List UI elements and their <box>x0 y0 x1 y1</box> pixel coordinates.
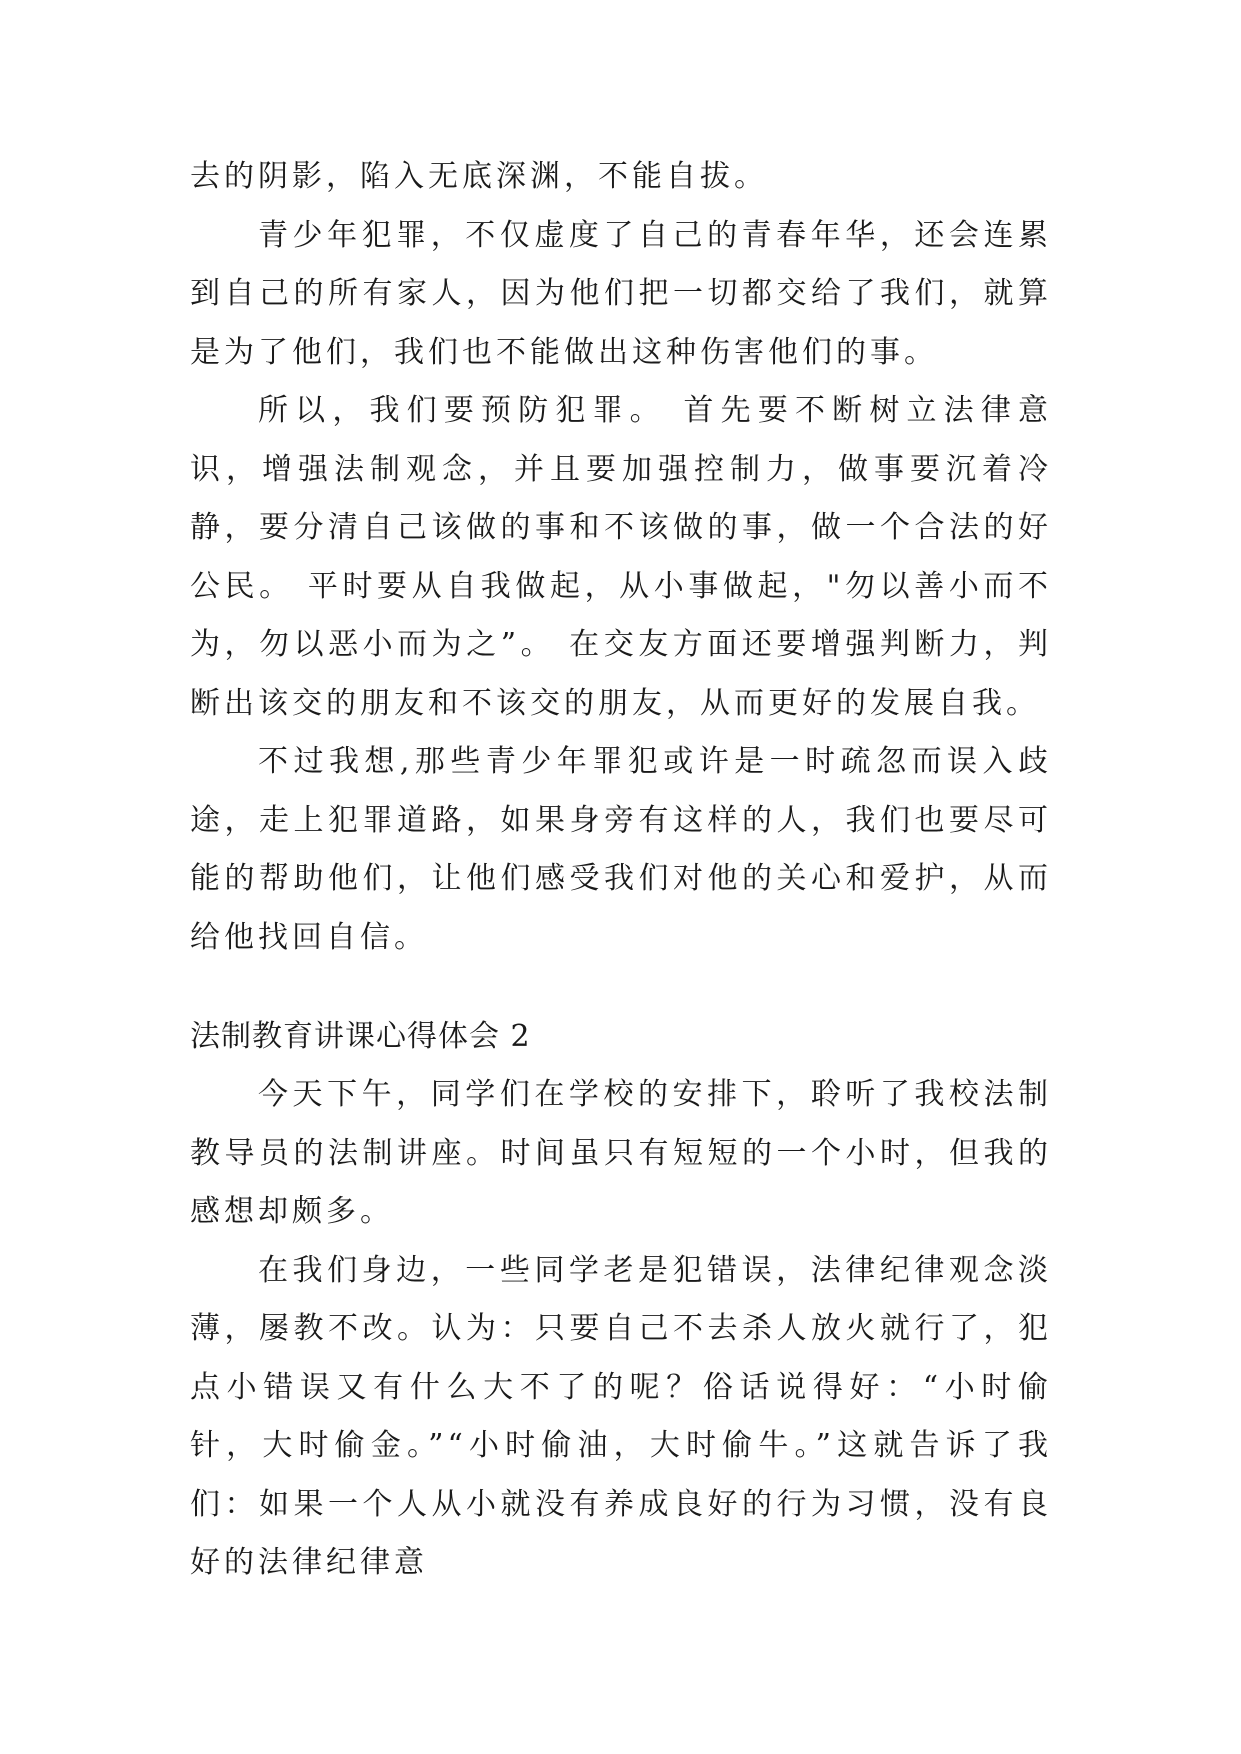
paragraph: 今天下午，同学们在学校的安排下，聆听了我校法制教导员的法制讲座。时间虽只有短短的一个小时，但我的感想却颇多。 <box>190 1077 1052 1229</box>
section-2-body <box>190 1066 1052 1593</box>
paragraph-continuation: 去的阴影，陷入无底深渊，不能自拔。 <box>190 159 768 194</box>
paragraph: 不过我想,那些青少年罪犯或许是一时疏忽而误入歧途，走上犯罪道路，如果身旁有这样的人，我们也要尽可能的帮助他们，让他们感受我们对他的关心和爱护，从而给他找回自信。 <box>190 744 1052 955</box>
paragraph: 所以，我们要预防犯罪。 首先要不断树立法律意识，增强法制观念，并且要加强控制力，做事要沉着冷静，要分清自己该做的事和不该做的事，做一个合法的好公民。 平时要从自我做起，从小事做起，"勿以善小而不为，勿以恶小而为之”。 在交友方面还要增强判断力，判断出该交的朋友和不该交的朋友，从而更好的发展自我。 <box>190 393 1052 721</box>
paragraph: 青少年犯罪，不仅虚度了自己的青春年华，还会连累到自己的所有家人，因为他们把一切都交给了我们，就算是为了他们，我们也不能做出这种伤害他们的事。 <box>190 217 1052 370</box>
section-1-body <box>190 148 1052 967</box>
section-title: 法制教育讲课心得体会 2 <box>190 1019 531 1054</box>
paragraph: 在我们身边，一些同学老是犯错误，法律纪律观念淡薄，屡教不改。认为：只要自己不去杀人放火就行了，犯点小错误又有什么大不了的呢？俗话说得好：“小时偷针，大时偷金。”“小时偷油，大时偷牛。”这就告诉了我们：如果一个人从小就没有养成良好的行为习惯，没有良好的法律纪律意 <box>190 1252 1052 1580</box>
